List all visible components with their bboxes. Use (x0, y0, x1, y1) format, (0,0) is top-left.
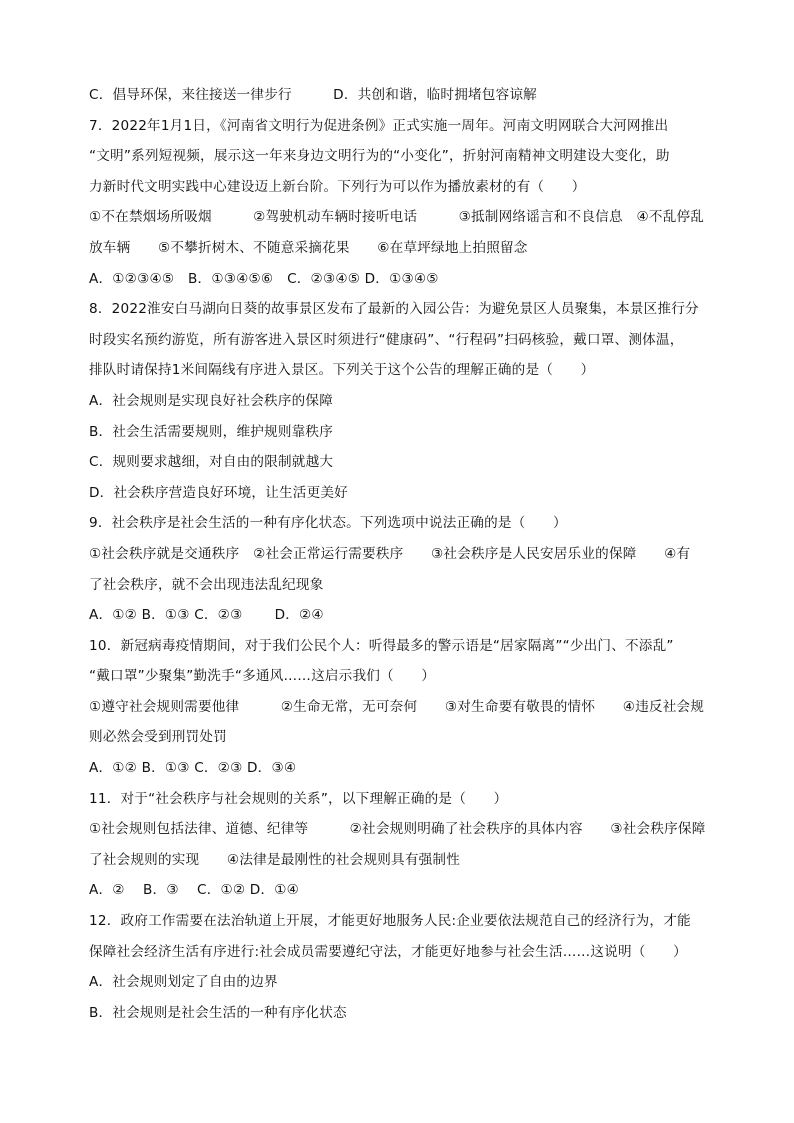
answer-options: A．①② B．①③ C．②③ D．③④ (89, 760, 297, 777)
question-7-stem: 7．2022年1月1日，《河南省文明行为促进条例》正式实施一周年。河南文明网联合大河网推出 (89, 117, 669, 134)
text-line: 了社会秩序，就不会出现违法乱纪现象 (89, 576, 324, 593)
text-line: ①不在禁烟场所吸烟 ②驾驶机动车辆时接听电话 ③抵制网络谣言和不良信息 ④不乱停乱 (89, 209, 705, 226)
answer-option: A．社会规则是实现良好社会秩序的保障 (89, 392, 333, 409)
text-line: 了社会规则的实现 ④法律是最刚性的社会规则具有强制性 (89, 851, 461, 868)
question-8-stem: 8．2022淮安白马湖向日葵的故事景区发布了最新的入园公告：为避免景区人员聚集，本景区推行分 (89, 301, 699, 318)
text-line: 力新时代文明实践中心建设迈上新台阶。下列行为可以作为播放素材的有（ ） (89, 178, 586, 195)
answer-option: B．社会生活需要规则，维护规则靠秩序 (89, 423, 334, 440)
text-line: 保障社会经济生活有序进行:社会成员需要遵纪守法，才能更好地参与社会生活……这说明（ ） (89, 943, 687, 960)
answer-option: B．社会规则是社会生活的一种有序化状态 (89, 1004, 347, 1021)
question-11-stem: 11．对于“社会秩序与社会规则的关系”，以下理解正确的是（ ） (89, 790, 508, 807)
text-line: “文明”系列短视频，展示这一年来身边文明行为的“小变化”，折射河南精神文明建设大变化，助 (89, 148, 670, 165)
answer-options: A．①② B．①③ C．②③ D．②④ (89, 607, 324, 624)
text-line: C．倡导环保，来往接送一律步行 D．共创和谐，临时拥堵包容谅解 (89, 87, 537, 103)
question-9-stem: 9．社会秩序是社会生活的一种有序化状态。下列选项中说法正确的是（ ） (89, 515, 567, 532)
text-line: ①社会秩序就是交通秩序 ②社会正常运行需要秩序 ③社会秩序是人民安居乐业的保障 ④有 (89, 545, 691, 562)
question-text (89, 80, 709, 1028)
answer-option: D．社会秩序营造良好环境，让生活更美好 (89, 484, 348, 501)
text-line: ①遵守社会规则需要他律 ②生命无常，无可奈何 ③对生命要有敬畏的情怀 ④违反社会规 (89, 698, 705, 715)
answer-option: C．规则要求越细，对自由的限制就越大 (89, 454, 334, 471)
text-line: 排队时请保持1米间隔线有序进入景区。下列关于这个公告的理解正确的是（ ） (89, 362, 595, 379)
question-10-stem: 10．新冠病毒疫情期间，对于我们公民个人：听得最多的警示语是“居家隔离”“少出门、不添乱” (89, 637, 674, 654)
answer-option: A．社会规则划定了自由的边界 (89, 974, 278, 991)
text-line: 则必然会受到刑罚处罚 (89, 729, 227, 746)
answer-options: A．①②③④⑤ B．①③④⑤⑥ C．②③④⑤ D．①③④⑤ (89, 270, 439, 287)
text-line: “戴口罩”少聚集”勤洗手“多通风……这启示我们（ ） (89, 668, 436, 685)
question-12-stem: 12．政府工作需要在法治轨道上开展，才能更好地服务人民:企业要依法规范自己的经济行为，才能 (89, 913, 691, 930)
text-line: ①社会规则包括法律、道德、纪律等 ②社会规则明确了社会秩序的具体内容 ③社会秩序保障 (89, 821, 706, 838)
answer-options: A．② B．③ C．①② D．①④ (89, 882, 300, 899)
text-line: 放车辆 ⑤不攀折树木、不随意采摘花果 ⑥在草坪绿地上拍照留念 (89, 239, 528, 256)
text-line: 时段实名预约游览，所有游客进入景区时须进行“健康码”、“行程码”扫码核验，戴口罩、测体温， (89, 331, 684, 348)
